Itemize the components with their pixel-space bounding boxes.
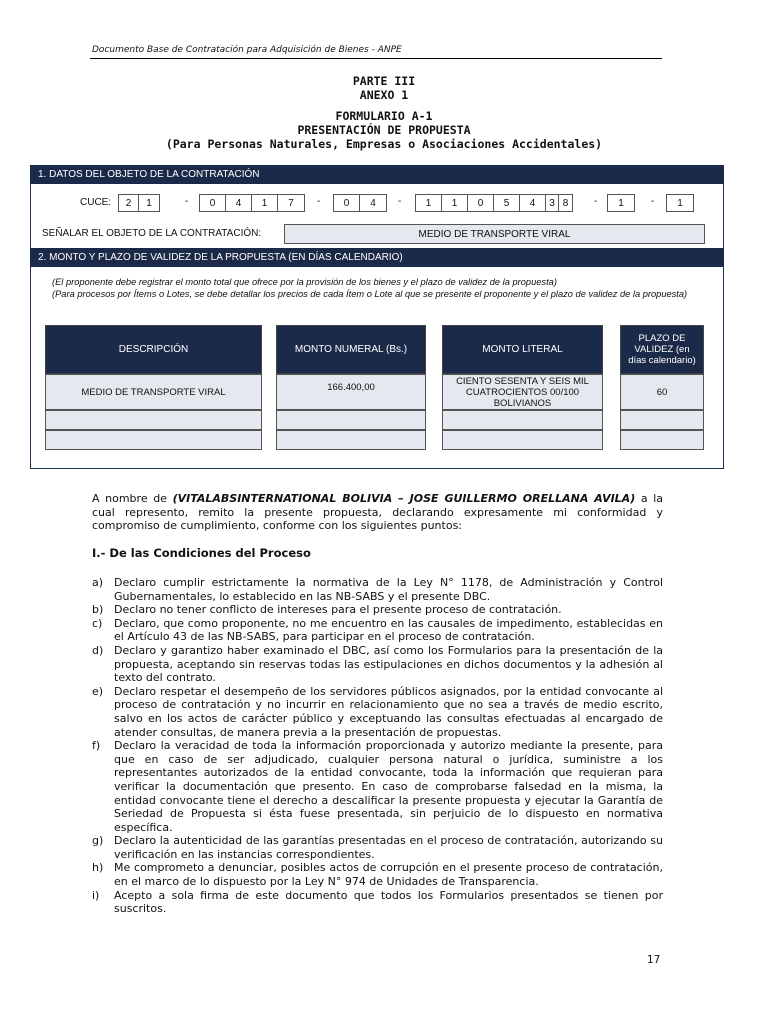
cuce-digit: 5 <box>494 195 520 211</box>
note-monto-total: (El proponente debe registrar el monto total que ofrece por la provisión de los bienes y el plazo de validez de la propuesta) <box>52 277 557 287</box>
cuce-separator: - <box>651 196 655 207</box>
list-item <box>92 617 663 644</box>
cuce-separator: - <box>185 196 189 207</box>
list-item <box>92 576 663 603</box>
list-item <box>92 834 663 861</box>
item-text: Declaro cumplir estrictamente la normativa de la Ley N° 1178, de Administración y Control Gubernamentales, lo establecido en las NB-SABS y el presente DBC. <box>114 576 663 603</box>
title-parte: PARTE III <box>352 74 416 88</box>
page-number: 17 <box>647 954 661 966</box>
note-items-lotes: (Para procesos por Ítems o Lotes, se debe detallar los precios de cada Ítem o Lote al que se presente el proponente y el plazo de validez de la propuesta) <box>52 289 688 299</box>
cuce-separator: - <box>398 196 402 207</box>
cell-descripcion: MEDIO DE TRANSPORTE VIRAL <box>45 374 262 410</box>
representative-name: (VITALABSINTERNATIONAL BOLIVIA – JOSE GUILLERMO ORELLANA AVILA) <box>172 492 636 505</box>
cuce-digit: 4 <box>520 195 546 211</box>
empty-cell <box>276 430 426 450</box>
title-subtitle: (Para Personas Naturales, Empresas o Asociaciones Accidentales) <box>165 137 603 151</box>
item-letter: b) <box>92 603 104 617</box>
list-item <box>92 739 663 834</box>
cell-monto-literal: CIENTO SESENTA Y SEIS MIL CUATROCIENTOS 00/100 BOLIVIANOS <box>442 374 603 410</box>
cuce-digit: 1 <box>146 198 152 209</box>
item-letter: e) <box>92 684 104 698</box>
item-letter: g) <box>92 834 104 848</box>
empty-cell <box>45 430 262 450</box>
cuce-digit: 1 <box>442 195 468 211</box>
header-divider <box>90 58 662 59</box>
cuce-digit: 1 <box>677 198 683 209</box>
cuce-label: CUCE: <box>80 197 112 208</box>
cuce-digit: 1 <box>252 195 278 211</box>
item-text: Declaro respetar el desempeño de los servidores públicos asignados, por la entidad convocante al proceso de contratación y no incurrir en relacionamiento que no sea a través de medio escrito, salvo en los actos de carácter público y exceptuando las consultas efectuadas al encargado de atender consultas, de manera previa a la presentación de propuestas. <box>114 684 663 739</box>
cuce-digit: 0 <box>200 195 226 211</box>
th-plazo: PLAZO DE VALIDEZ (en días calendario) <box>620 325 704 374</box>
cuce-digit: 8 <box>562 198 569 209</box>
cuce-group <box>118 194 160 212</box>
empty-cell <box>442 430 603 450</box>
cuce-digit: 4 <box>226 195 252 211</box>
cuce-separator: - <box>594 196 598 207</box>
item-letter: i) <box>92 888 100 902</box>
cell-plazo: 60 <box>620 374 704 410</box>
th-monto-numeral: MONTO NUMERAL (Bs.) <box>276 325 426 374</box>
item-text: Declaro la veracidad de toda la información proporcionada y autorizo mediante la presente, para que en caso de ser adjudicado, cualquier persona natural o jurídica, suministre a los representantes autorizados de la entidad convocante, toda la información que requieran para verificar la documentación que presento. En caso de comprobarse falsedad en la misma, la entidad convocante tiene el derecho a descalificar la presente propuesta y ejecutar la Garantía de Seriedad de Propuesta si ésta fuese presentada, sin perjuicio de lo dispuesto en normativa específica. <box>114 739 663 834</box>
cuce-digit: 4 <box>370 198 376 209</box>
item-text: Me comprometo a denunciar, posibles actos de corrupción en el presente proceso de contratación, en el marco de lo dispuesto por la Ley N° 974 de Unidades de Transparencia. <box>114 861 663 889</box>
list-item <box>92 644 663 685</box>
empty-cell <box>276 410 426 430</box>
conditions-list <box>92 576 663 916</box>
empty-cell <box>620 430 704 450</box>
item-text: Declaro no tener conflicto de intereses para el presente proceso de contratación. <box>114 603 562 617</box>
document-header: Documento Base de Contratación para Adquisición de Bienes - ANPE <box>92 45 402 55</box>
cuce-digit: 3 <box>546 195 559 211</box>
cuce-digit: 0 <box>334 195 360 211</box>
th-monto-literal: MONTO LITERAL <box>442 325 603 374</box>
conditions-title: I.- De las Condiciones del Proceso <box>92 546 311 560</box>
item-text: Declaro, que como proponente, no me encuentro en las causales de impedimento, establecidas en el Artículo 43 de las NB-SABS, para participar en el proceso de contratación. <box>114 616 663 644</box>
empty-cell <box>442 410 603 430</box>
cuce-digit: 7 <box>288 198 294 209</box>
intro-paragraph <box>92 492 663 533</box>
title-anexo: ANEXO 1 <box>359 88 409 102</box>
title-presentacion: PRESENTACIÓN DE PROPUESTA <box>297 123 471 137</box>
item-letter: f) <box>92 739 101 753</box>
list-item <box>92 685 663 739</box>
objeto-field: MEDIO DE TRANSPORTE VIRAL <box>284 224 705 244</box>
cuce-digit: 0 <box>468 195 494 211</box>
cuce-digit: 1 <box>416 195 442 211</box>
cuce-separator: - <box>317 196 321 207</box>
intro-rest: a la cual represento, remito la presente propuesta, declarando expresamente mi conformidad y compromiso de cumplimiento, conforme con los siguientes puntos: <box>92 492 664 532</box>
section2-header: 2. MONTO Y PLAZO DE VALIDEZ DE LA PROPUESTA (EN DÍAS CALENDARIO) <box>30 248 724 267</box>
cell-monto-numeral: 166.400,00 <box>276 374 426 410</box>
th-descripcion: DESCRIPCIÓN <box>45 325 262 374</box>
item-letter: a) <box>92 576 104 589</box>
section1-header: 1. DATOS DEL OBJETO DE LA CONTRATACIÓN <box>30 165 724 184</box>
empty-cell <box>45 410 262 430</box>
empty-cell <box>620 410 704 430</box>
list-item <box>92 603 663 617</box>
item-letter: h) <box>92 861 104 875</box>
item-text: Acepto a sola firma de este documento que todos los Formularios presentados se tienen por suscritos. <box>114 888 663 916</box>
cuce-digit: 2 <box>119 195 139 211</box>
list-item <box>92 861 663 888</box>
list-item <box>92 889 663 916</box>
cuce-group <box>333 194 387 212</box>
item-letter: d) <box>92 643 104 657</box>
title-formulario: FORMULARIO A-1 <box>335 109 433 123</box>
intro-prefix: A nombre de <box>92 492 173 505</box>
item-text: Declaro la autenticidad de las garantías presentadas en el proceso de contratación, autorizando su verificación en las instancias correspondientes. <box>114 834 663 861</box>
cuce-digit: 1 <box>618 198 624 209</box>
cuce-group <box>415 194 573 212</box>
item-text: Declaro y garantizo haber examinado el DBC, así como los Formularios para la presentación de la propuesta, aceptando sin reservas todas las estipulaciones en dichos documentos y la adhesión al texto del contrato. <box>114 643 663 685</box>
objeto-label: SEÑALAR EL OBJETO DE LA CONTRATACIÓN: <box>42 228 262 239</box>
cuce-group <box>199 194 305 212</box>
cuce-group <box>666 194 694 212</box>
section2-notes <box>52 276 702 300</box>
item-letter: c) <box>92 616 103 630</box>
cuce-group <box>607 194 635 212</box>
